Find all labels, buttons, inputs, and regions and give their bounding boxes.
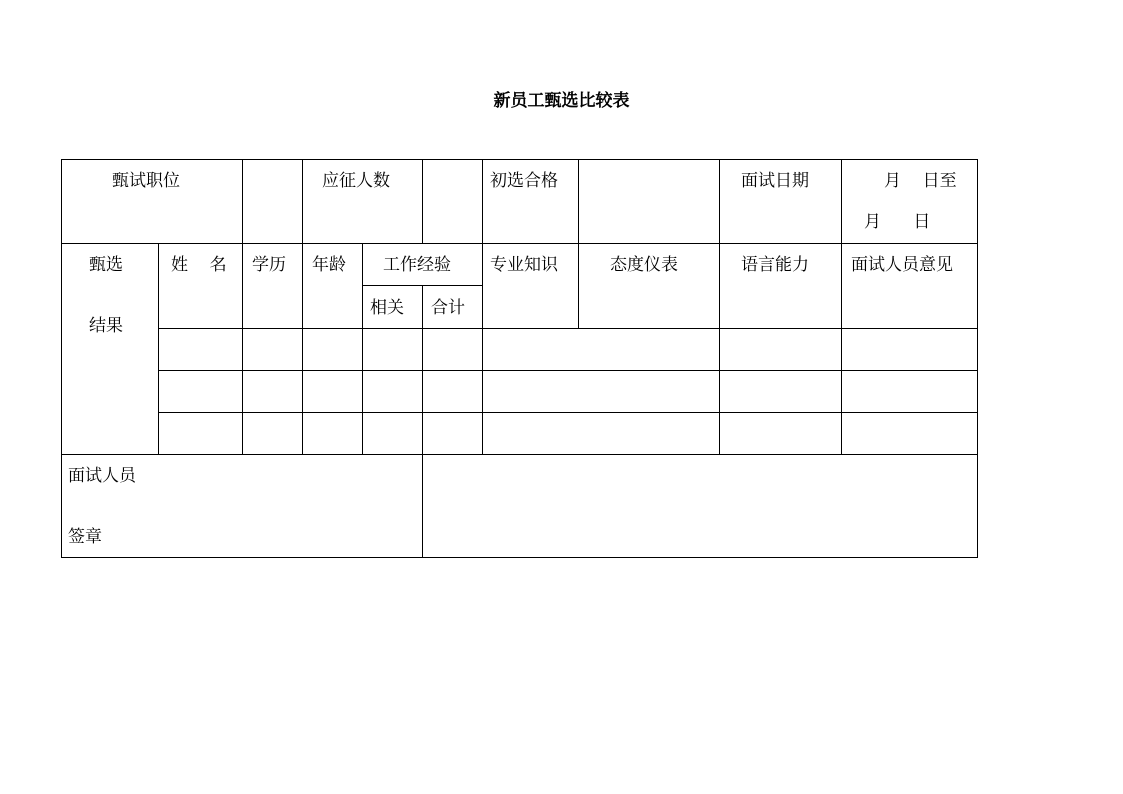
col-divider-158 xyxy=(158,243,159,454)
date-range-line1: 月 日至 xyxy=(884,171,957,191)
applicants-label: 应征人数 xyxy=(322,171,390,191)
interview-date-label: 面试日期 xyxy=(741,171,809,191)
name-header: 姓 名 xyxy=(171,255,227,275)
work-experience-header: 工作经验 xyxy=(383,255,451,275)
preliminary-qualified-label: 初选合格 xyxy=(490,171,558,191)
selection-result-label-line1: 甄选 xyxy=(89,255,123,275)
col-divider-422-top xyxy=(422,159,423,243)
interviewer-signature-label-line1: 面试人员 xyxy=(68,466,136,486)
related-subheader: 相关 xyxy=(370,298,404,318)
col-divider-841 xyxy=(841,159,842,454)
col-divider-578 xyxy=(578,159,579,328)
document-title: 新员工甄选比较表 xyxy=(493,91,630,111)
date-range-line2: 月 日 xyxy=(864,212,931,232)
education-header: 学历 xyxy=(252,255,286,275)
position-label: 甄试职位 xyxy=(112,171,180,191)
professional-knowledge-header: 专业知识 xyxy=(490,255,558,275)
col-divider-242 xyxy=(242,159,243,454)
table-border-right xyxy=(977,159,978,558)
total-subheader: 合计 xyxy=(431,298,465,318)
table-border-left xyxy=(61,159,62,558)
col-divider-719 xyxy=(719,159,720,454)
row-divider-3 xyxy=(158,370,978,371)
language-ability-header: 语言能力 xyxy=(741,255,809,275)
row-divider-2 xyxy=(158,328,978,329)
table-border-bottom xyxy=(61,557,978,558)
col-divider-362 xyxy=(362,243,363,454)
interviewer-signature-label-line2: 签章 xyxy=(68,527,102,547)
attitude-appearance-header: 态度仪表 xyxy=(610,255,678,275)
col-divider-302 xyxy=(302,159,303,454)
col-divider-482 xyxy=(482,159,483,454)
selection-result-label-line2: 结果 xyxy=(89,316,123,336)
age-header: 年龄 xyxy=(312,255,346,275)
row-divider-5 xyxy=(61,454,978,455)
col-divider-422-mid xyxy=(422,285,423,454)
interviewer-opinion-header: 面试人员意见 xyxy=(851,255,953,275)
col-divider-422-bottom xyxy=(422,454,423,557)
row-divider-4 xyxy=(158,412,978,413)
